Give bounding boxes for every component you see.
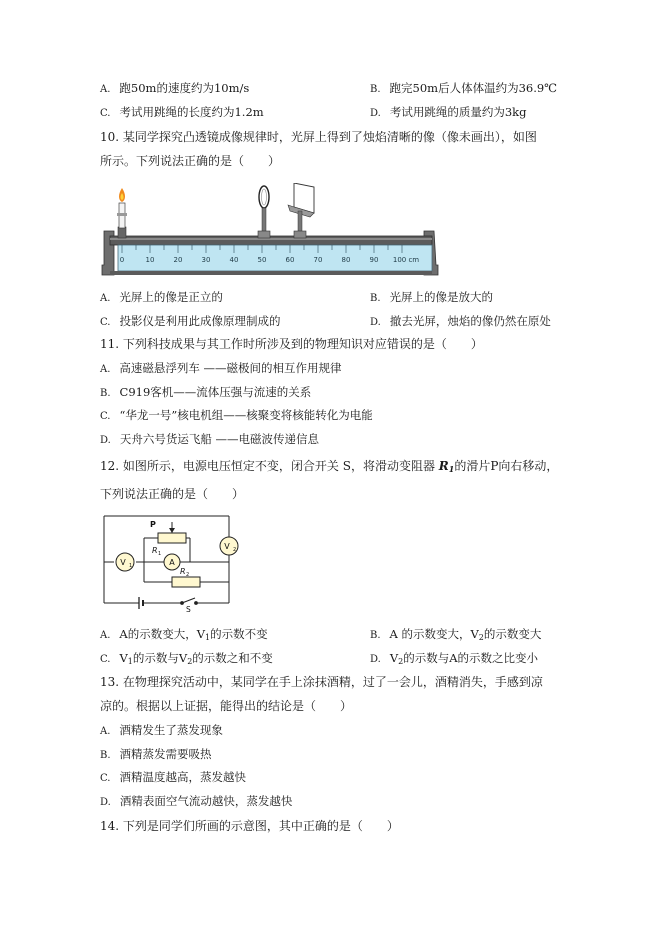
q13-option-b[interactable]: B. 酒精蒸发需要吸热 <box>100 747 212 761</box>
q13-option-c[interactable]: C. 酒精温度越高，蒸发越快 <box>100 770 246 784</box>
r1-symbol: $R_1$ <box>438 459 455 474</box>
q12-stem-line2: 下列说法正确的是（ ） <box>100 487 245 501</box>
r1-sub: 1 <box>158 551 162 557</box>
tick-80: 80 <box>341 256 351 264</box>
candle <box>117 188 127 238</box>
q11-option-c[interactable]: C. “华龙一号”核电机组——核聚变将核能转化为电能 <box>100 408 373 422</box>
q10-stem-line1: 10. 某同学探究凸透镜成像规律时，光屏上得到了烛焰清晰的像（像未画出），如图 <box>100 130 537 144</box>
q9-option-a[interactable]: A. 跑50m的速度约为10m/s <box>100 81 250 95</box>
q10-option-a[interactable]: A. 光屏上的像是正立的 <box>100 290 223 304</box>
q13-option-d[interactable]: D. 酒精表面空气流动越快，蒸发越快 <box>100 794 293 808</box>
q10-stem-line2: 所示。下列说法正确的是（ ） <box>100 154 281 168</box>
q12-stem-line1: 12. 如图所示，电源电压恒定不变，闭合开关 S，将滑动变阻器 $R_1$的滑片P向右移动， <box>100 459 559 474</box>
optical-bench-figure <box>100 183 448 281</box>
tick-40: 40 <box>229 256 239 264</box>
v1-sub: 1 <box>129 563 133 569</box>
q11-option-d[interactable]: D. 天舟六号货运飞船 ——电磁波传递信息 <box>100 432 319 446</box>
q11-option-b[interactable]: B. C919客机——流体压强与流速的关系 <box>100 385 312 399</box>
q9-option-b[interactable]: B. 跑完50m后人体体温约为36.9℃ <box>370 81 558 95</box>
q9-option-d[interactable]: D. 考试用跳绳的质量约为3kg <box>370 105 527 119</box>
r2-label: R <box>180 567 186 576</box>
tick-70: 70 <box>313 256 323 264</box>
slider-p-label: P <box>150 520 156 529</box>
v1-label: V <box>120 558 126 567</box>
circuit-diagram <box>100 510 240 612</box>
q11-stem: 11. 下列科技成果与其工作时所涉及到的物理知识对应错误的是（ ） <box>100 337 483 351</box>
q13-stem-line1: 13. 在物理探究活动中，某同学在手上涂抹酒精，过了一会儿，酒精消失，手感到凉 <box>100 675 543 689</box>
q13-option-a[interactable]: A. 酒精发生了蒸发现象 <box>100 723 223 737</box>
tick-20: 20 <box>173 256 183 264</box>
tick-100: 100 cm <box>392 256 420 264</box>
q12-option-d[interactable]: D. $V_2$的示数与A的示数之比变小 <box>370 651 539 666</box>
ammeter-label: A <box>169 558 175 567</box>
tick-0: 0 <box>119 256 125 264</box>
switch-label: S <box>186 605 191 612</box>
q13-stem-line2: 凉的。根据以上证据，能得出的结论是（ ） <box>100 699 353 713</box>
q12-option-c[interactable]: C. $V_1$的示数与$V_2$的示数之和不变 <box>100 651 273 666</box>
q14-stem: 14. 下列是同学们所画的示意图，其中正确的是（ ） <box>100 819 399 833</box>
tick-60: 60 <box>285 256 295 264</box>
v2-sub: 2 <box>233 547 237 553</box>
q10-option-d[interactable]: D. 撤去光屏，烛焰的像仍然在原处 <box>370 314 551 328</box>
q11-option-a[interactable]: A. 高速磁悬浮列车 ——磁极间的相互作用规律 <box>100 361 342 375</box>
tick-50: 50 <box>257 256 267 264</box>
tick-10: 10 <box>145 256 155 264</box>
tick-30: 30 <box>201 256 211 264</box>
tick-90: 90 <box>369 256 379 264</box>
q12-option-a[interactable]: A. A的示数变大，$V_1$的示数不变 <box>100 627 268 642</box>
q10-option-b[interactable]: B. 光屏上的像是放大的 <box>370 290 494 304</box>
r1-label: R <box>152 546 158 555</box>
convex-lens <box>258 186 270 238</box>
q10-option-c[interactable]: C. 投影仪是利用此成像原理制成的 <box>100 314 281 328</box>
r2-sub: 2 <box>186 572 190 578</box>
light-screen <box>288 183 314 238</box>
q9-option-c[interactable]: C. 考试用跳绳的长度约为1.2m <box>100 105 264 119</box>
v2-label: V <box>224 542 230 551</box>
q12-option-b[interactable]: B. A 的示数变大，$V_2$的示数变大 <box>370 627 542 642</box>
